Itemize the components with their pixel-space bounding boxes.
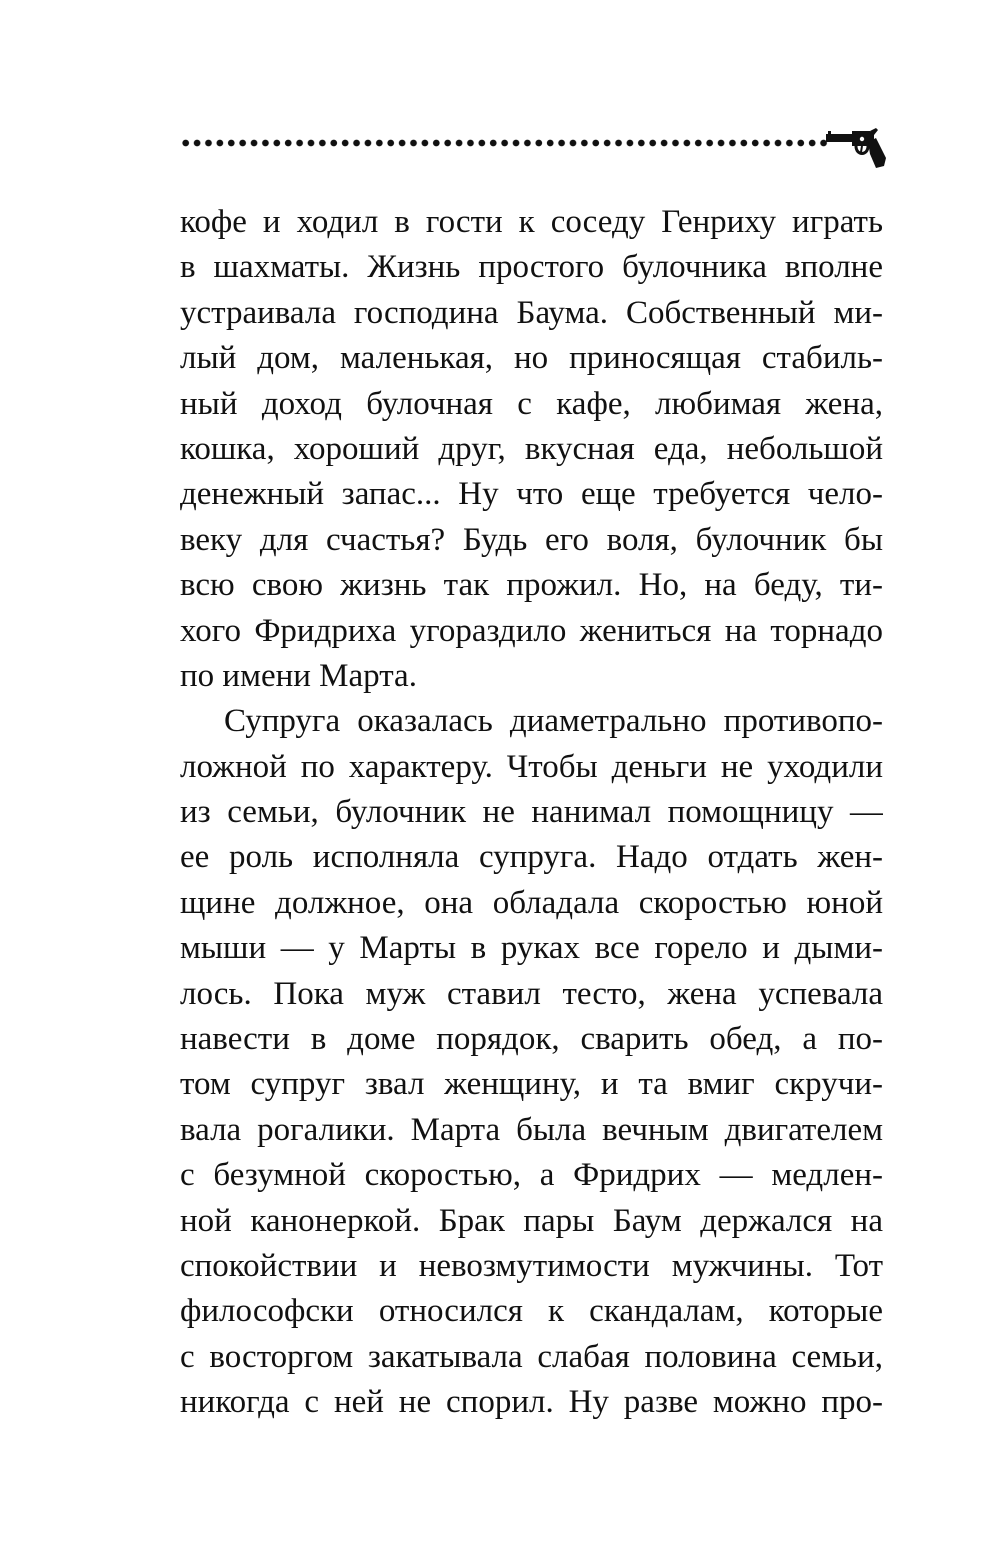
text-line: в шахматы. Жизнь простого булочника вполне	[180, 249, 883, 286]
text-line: по имени Марта.	[180, 657, 417, 694]
text-line: ее роль исполняла супруга. Надо отдать жен-	[180, 839, 883, 876]
text-line: из семьи, булочник не нанимал помощницу —	[180, 794, 883, 831]
text-line: кофе и ходил в гости к соседу Генриху играть	[180, 204, 883, 240]
revolver-icon	[826, 128, 888, 170]
text-line: философски относился к скандалам, которые	[180, 1293, 883, 1330]
text-line: с безумной скоростью, а Фридрих — медлен-	[180, 1157, 883, 1194]
text-line: Супруга оказалась диаметрально противопо-	[224, 703, 883, 740]
page-text	[180, 200, 883, 1426]
text-line: с восторгом закатывала слабая половина семьи,	[180, 1338, 883, 1375]
text-line: мыши — у Марты в руках все горело и дыми-	[180, 930, 883, 967]
text-line: том супруг звал женщину, и та вмиг скручи-	[180, 1066, 883, 1103]
text-line: ный доход булочная с кафе, любимая жена,	[180, 385, 883, 422]
text-line: веку для счастья? Будь его воля, булочник бы	[180, 521, 883, 558]
text-line: вала рогалики. Марта была вечным двигателем	[180, 1111, 883, 1148]
text-line: кошка, хороший друг, вкусная еда, небольшой	[180, 430, 883, 467]
dotted-rule	[180, 138, 830, 148]
text-line: навести в доме порядок, сварить обед, а по-	[180, 1021, 883, 1058]
text-line: денежный запас... Ну что еще требуется чело-	[180, 476, 883, 513]
text-line: всю свою жизнь так прожил. Но, на беду, ти-	[180, 567, 883, 604]
text-line: ложной по характеру. Чтобы деньги не уходили	[180, 748, 883, 785]
header-ornament	[180, 128, 890, 172]
text-line: лый дом, маленькая, но приносящая стабиль-	[180, 340, 883, 377]
text-line: хого Фридриха угораздило жениться на торнадо	[180, 612, 883, 649]
text-line: щине должное, она обладала скоростью юной	[180, 884, 883, 921]
text-line: никогда с ней не спорил. Ну разве можно про-	[180, 1384, 883, 1421]
text-line: лось. Пока муж ставил тесто, жена успевала	[180, 975, 883, 1012]
text-line: ной канонеркой. Брак пары Баум держался на	[180, 1202, 883, 1239]
text-line: устраивала господина Баума. Собственный ми-	[180, 294, 883, 331]
text-line: спокойствии и невозмутимости мужчины. Тот	[180, 1247, 883, 1284]
